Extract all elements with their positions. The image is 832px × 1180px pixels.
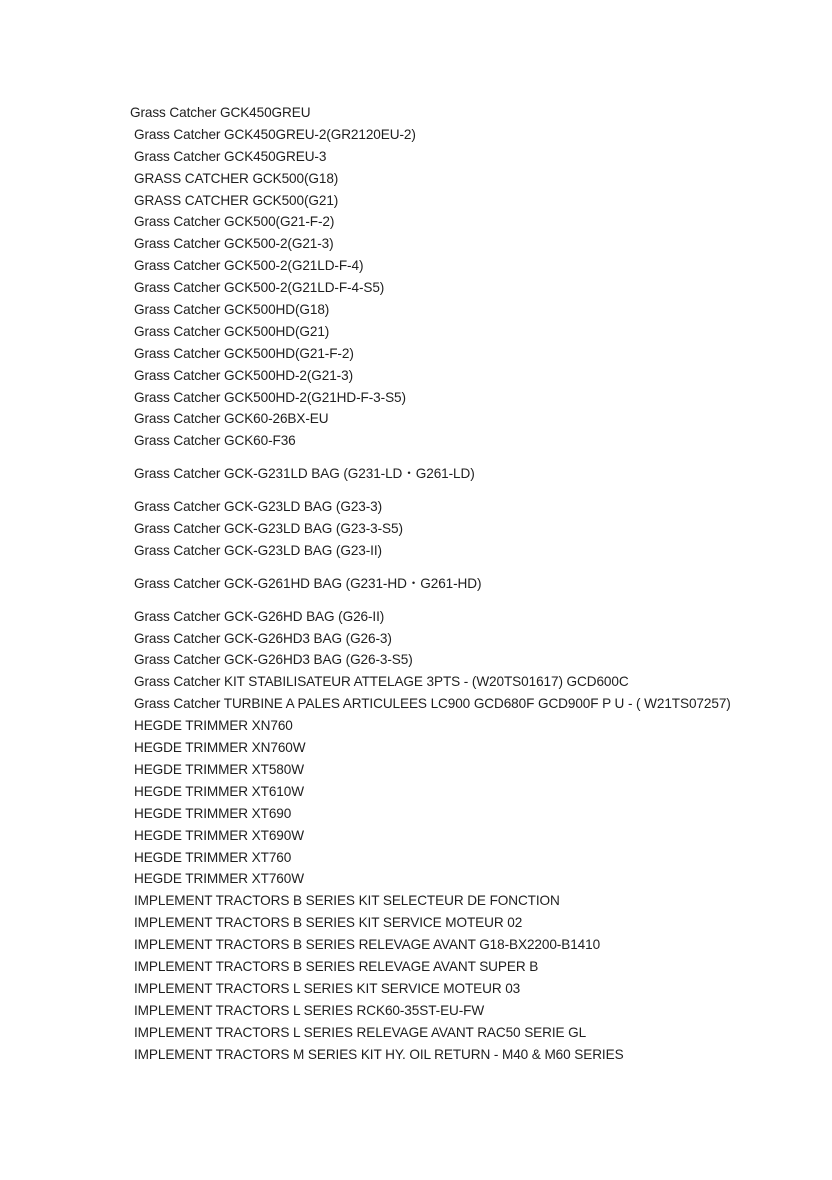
list-item: HEGDE TRIMMER XN760W: [134, 740, 306, 756]
list-item: IMPLEMENT TRACTORS L SERIES RELEVAGE AVANT RAC50 SERIE GL: [134, 1024, 587, 1040]
list-item: Grass Catcher GCK500-2(G21LD-F-4): [134, 258, 364, 274]
list-item: Grass Catcher GCK-G26HD3 BAG (G26-3-S5): [134, 652, 413, 668]
list-item: Grass Catcher GCK-G23LD BAG (G23-3): [134, 499, 383, 515]
list-item: Grass Catcher GCK-G261HD BAG (G231-HD・G261-HD): [134, 575, 482, 591]
list-item: HEGDE TRIMMER XT690: [134, 805, 292, 821]
list-item: Grass Catcher GCK500HD(G18): [134, 302, 330, 318]
list-item: GRASS CATCHER GCK500(G21): [134, 192, 339, 208]
list-item: HEGDE TRIMMER XN760: [134, 718, 293, 734]
list-item: Grass Catcher GCK450GREU: [130, 105, 311, 120]
list-item: HEGDE TRIMMER XT760: [134, 849, 292, 865]
list-item: Grass Catcher GCK-G231LD BAG (G231-LD・G261-LD): [134, 466, 475, 482]
list-item: IMPLEMENT TRACTORS L SERIES RCK60-35ST-EU-FW: [134, 1002, 485, 1018]
list-item: Grass Catcher GCK500HD-2(G21HD-F-3-S5): [134, 389, 406, 405]
list-item: Grass Catcher GCK500HD-2(G21-3): [134, 367, 354, 383]
list-item: IMPLEMENT TRACTORS B SERIES KIT SERVICE MOTEUR 02: [134, 915, 523, 931]
list-item: Grass Catcher GCK500-2(G21LD-F-4-S5): [134, 280, 385, 296]
list-item: IMPLEMENT TRACTORS L SERIES KIT SERVICE MOTEUR 03: [134, 980, 521, 996]
list-item: IMPLEMENT TRACTORS M SERIES KIT HY. OIL RETURN - M40 & M60 SERIES: [134, 1046, 624, 1062]
list-item: GRASS CATCHER GCK500(G18): [134, 170, 339, 186]
list-item: IMPLEMENT TRACTORS B SERIES RELEVAGE AVANT G18-BX2200-B1410: [134, 937, 601, 953]
list-item: HEGDE TRIMMER XT610W: [134, 783, 304, 799]
list-item: Grass Catcher GCK450GREU-3: [134, 148, 327, 164]
list-item: Grass Catcher TURBINE A PALES ARTICULEES LC900 GCD680F GCD900F P U - ( W21TS07257): [134, 696, 731, 712]
list-item: Grass Catcher GCK-G23LD BAG (G23-3-S5): [134, 521, 403, 537]
list-item: Grass Catcher GCK500HD(G21): [134, 323, 330, 339]
list-item: Grass Catcher GCK500HD(G21-F-2): [134, 345, 354, 361]
list-item: Grass Catcher KIT STABILISATEUR ATTELAGE 3PTS - (W20TS01617) GCD600C: [134, 674, 629, 690]
list-item: HEGDE TRIMMER XT690W: [134, 827, 304, 843]
list-item: IMPLEMENT TRACTORS B SERIES KIT SELECTEUR DE FONCTION: [134, 893, 560, 909]
list-item: Grass Catcher GCK-G26HD BAG (G26-II): [134, 608, 385, 624]
list-item: Grass Catcher GCK500(G21-F-2): [134, 214, 335, 230]
list-item: HEGDE TRIMMER XT760W: [134, 871, 304, 887]
list-item: Grass Catcher GCK-G26HD3 BAG (G26-3): [134, 630, 392, 646]
list-item: Grass Catcher GCK60-26BX-EU: [134, 411, 329, 427]
list-item: Grass Catcher GCK450GREU-2(GR2120EU-2): [134, 126, 416, 142]
list-item: Grass Catcher GCK500-2(G21-3): [134, 236, 334, 252]
product-list: [130, 102, 731, 1065]
list-item: Grass Catcher GCK60-F36: [134, 433, 296, 449]
list-item: IMPLEMENT TRACTORS B SERIES RELEVAGE AVANT SUPER B: [134, 958, 539, 974]
list-item: Grass Catcher GCK-G23LD BAG (G23-II): [134, 542, 382, 558]
list-item: HEGDE TRIMMER XT580W: [134, 761, 304, 777]
